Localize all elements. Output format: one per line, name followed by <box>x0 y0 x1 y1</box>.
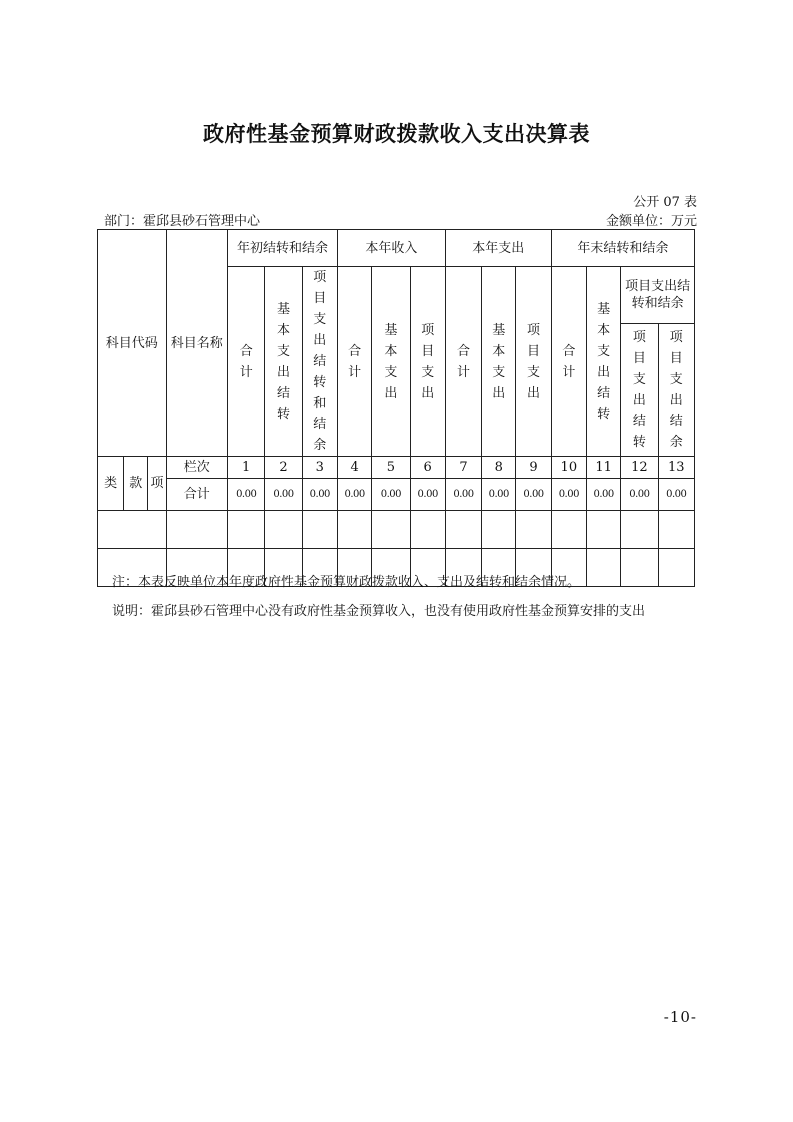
empty-cell <box>337 511 371 549</box>
header-end-project-balance-text: 项目支出结余 <box>669 330 683 450</box>
header-year-income: 本年收入 <box>337 230 445 267</box>
header-expense-total-text: 合计 <box>456 343 470 380</box>
empty-cell <box>482 511 516 549</box>
total-cell: 0.00 <box>302 479 337 511</box>
header-income-basic <box>372 267 410 457</box>
total-cell: 0.00 <box>228 479 265 511</box>
empty-cell <box>516 511 551 549</box>
total-cell: 0.00 <box>337 479 371 511</box>
header-income-total <box>337 267 371 457</box>
header-end-basic-carry <box>586 267 620 457</box>
header-begin-basic-carry <box>265 267 302 457</box>
header-begin-balance-text: 年初结转和结余 <box>236 240 328 256</box>
empty-cell <box>265 511 302 549</box>
total-cell: 0.00 <box>586 479 620 511</box>
header-expense-project-text: 项目支出 <box>527 322 541 401</box>
col-number: 8 <box>482 457 516 479</box>
header-income-project <box>410 267 445 457</box>
department-label: 部门：霍邱县砂石管理中心 <box>104 214 261 229</box>
header-end-balance: 年末结转和结余 <box>551 230 694 267</box>
col-number: 9 <box>516 457 551 479</box>
empty-cell <box>302 511 337 549</box>
header-expense-project <box>516 267 551 457</box>
total-cell: 0.00 <box>658 479 694 511</box>
total-cell: 0.00 <box>372 479 410 511</box>
header-subject-code <box>98 230 167 457</box>
header-begin-project-carry-balance <box>302 267 337 457</box>
col-number: 6 <box>410 457 445 479</box>
total-cell: 0.00 <box>516 479 551 511</box>
header-end-project-group-text: 项目支出结转和结余 <box>625 279 691 311</box>
form-number: 公开 07 表 <box>633 195 697 210</box>
header-income-basic-text: 基本支出 <box>384 322 398 401</box>
col-number: 11 <box>586 457 620 479</box>
table-row-empty <box>98 511 695 549</box>
header-end-total-text: 合计 <box>562 343 576 380</box>
header-expense-basic <box>482 267 516 457</box>
table-row-total <box>98 479 695 511</box>
empty-cell <box>228 511 265 549</box>
empty-cell <box>621 511 658 549</box>
total-cell: 0.00 <box>410 479 445 511</box>
col-number: 10 <box>551 457 586 479</box>
header-end-project-group <box>621 267 695 324</box>
empty-cell <box>445 511 481 549</box>
header-income-project-text: 项目支出 <box>421 322 435 401</box>
header-end-project-carry-text: 项目支出结转 <box>632 330 646 450</box>
empty-cell <box>372 511 410 549</box>
header-begin-total <box>228 267 265 457</box>
total-row-label: 合计 <box>166 479 228 511</box>
header-expense-basic-text: 基本支出 <box>492 322 506 401</box>
header-end-project-balance <box>658 324 694 457</box>
page-title: 政府性基金预算财政拨款收入支出决算表 <box>203 122 590 146</box>
header-xiang: 项 <box>148 457 166 511</box>
empty-cell <box>586 511 620 549</box>
header-end-basic-carry-text: 基本支出结转 <box>597 301 611 422</box>
total-cell: 0.00 <box>621 479 658 511</box>
header-column-index: 栏次 <box>166 457 228 479</box>
header-year-expense: 本年支出 <box>445 230 551 267</box>
empty-cell <box>586 549 620 587</box>
col-number: 2 <box>265 457 302 479</box>
total-cell: 0.00 <box>551 479 586 511</box>
total-cell: 0.00 <box>482 479 516 511</box>
header-subject-name <box>166 230 228 457</box>
col-number: 1 <box>228 457 265 479</box>
empty-cell <box>98 511 167 549</box>
empty-cell <box>551 511 586 549</box>
col-number: 5 <box>372 457 410 479</box>
col-number: 4 <box>337 457 371 479</box>
empty-cell <box>621 549 658 587</box>
header-income-total-text: 合计 <box>348 343 362 380</box>
empty-cell <box>658 511 694 549</box>
header-end-total <box>551 267 586 457</box>
amount-unit-label: 金额单位：万元 <box>605 214 697 229</box>
empty-cell <box>166 511 228 549</box>
header-lei: 类 <box>98 457 124 511</box>
header-end-project-carry <box>621 324 658 457</box>
header-subject-name-text: 科目名称 <box>170 335 223 351</box>
col-number: 3 <box>302 457 337 479</box>
header-begin-basic-carry-text: 基本支出结转 <box>276 301 290 422</box>
total-cell: 0.00 <box>445 479 481 511</box>
empty-cell <box>658 549 694 587</box>
total-cell: 0.00 <box>265 479 302 511</box>
header-begin-balance <box>228 230 338 267</box>
fund-budget-table <box>97 229 695 587</box>
header-kuan: 款 <box>124 457 148 511</box>
col-number: 7 <box>445 457 481 479</box>
col-number: 12 <box>621 457 658 479</box>
table-note: 注：本表反映单位本年度政府性基金预算财政拨款收入、支出及结转和结余情况。 <box>112 575 581 590</box>
empty-cell <box>410 511 445 549</box>
col-number: 13 <box>658 457 694 479</box>
page-number: -10- <box>663 1008 697 1026</box>
header-begin-total-text: 合计 <box>239 343 253 380</box>
table-explanation: 说明：霍邱县砂石管理中心没有政府性基金预算收入，也没有使用政府性基金预算安排的支出 <box>112 604 646 619</box>
header-begin-project-carry-balance-text: 项目支出结转和结余 <box>313 270 327 453</box>
header-expense-total <box>445 267 481 457</box>
header-subject-code-text: 科目代码 <box>105 335 158 351</box>
